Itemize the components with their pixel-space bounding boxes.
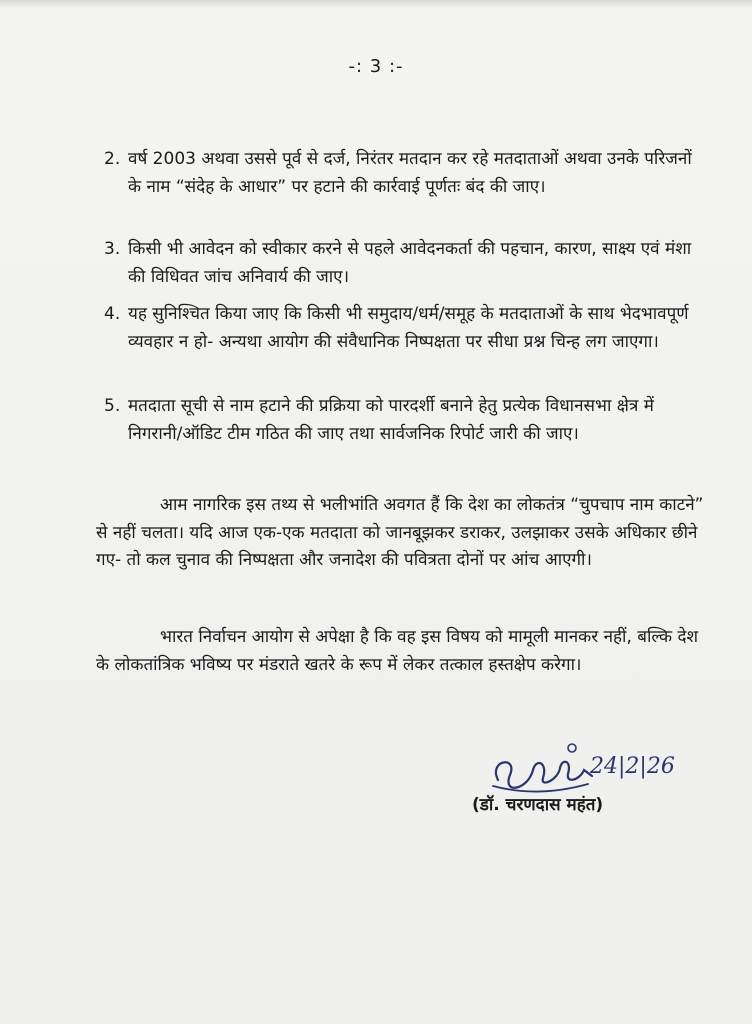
list-item <box>104 146 702 201</box>
page-top-edge <box>0 0 752 8</box>
list-item-text: मतदाता सूची से नाम हटाने की प्रक्रिया को पारदर्शी बनाने हेतु प्रत्येक विधानसभा क्षेत्र में निगरानी/ऑडिट टीम गठित की जाए तथा सार्वजनिक रिपोर्ट जारी की जाए। <box>128 396 654 444</box>
body-paragraph: आम नागरिक इस तथ्य से भलीभांति अवगत हैं कि देश का लोकतंत्र “चुपचाप नाम काटने” से नहीं चलता। यदि आज एक-एक मतदाता को जानबूझकर डराकर, उलझाकर उसके अधिकार छीने गए- तो कल चुनाव की निष्पक्षता और जनादेश की पवित्रता दोनों पर आंच आएगी। <box>96 495 704 570</box>
list-item-number: 4. <box>104 304 121 324</box>
list-item-text: वर्ष 2003 अथवा उससे पूर्व से दर्ज, निरंतर मतदान कर रहे मतदाताओं अथवा उनके परिजनों के नाम “संदेह के आधार” पर हटाने की कार्रवाई पूर्णतः बंद की जाए। <box>128 149 692 197</box>
list-item <box>104 301 702 356</box>
list-item-text: किसी भी आवेदन को स्वीकार करने से पहले आवेदनकर्ता की पहचान, कारण, साक्ष्य एवं मंशा की विधिवत जांच अनिवार्य की जाए। <box>128 239 692 287</box>
signature-date: 24|2|26 <box>590 754 675 779</box>
list-item-text: यह सुनिश्चित किया जाए कि किसी भी समुदाय/धर्म/समूह के मतदाताओं के साथ भेदभावपूर्ण व्यवहार न हो- अन्यथा आयोग की संवैधानिक निष्पक्षता पर सीधा प्रश्न चिन्ह लग जाएगा। <box>128 304 689 352</box>
page-number: -: 3 :- <box>348 56 404 77</box>
list-item-number: 2. <box>104 149 121 169</box>
signatory-name: (डॉ. चरणदास महंत) <box>472 795 604 815</box>
handwritten-signature <box>488 740 708 800</box>
list-item <box>104 236 702 291</box>
body-paragraph: भारत निर्वाचन आयोग से अपेक्षा है कि वह इस विषय को मामूली मानकर नहीं, बल्कि देश के लोकतांत्रिक भविष्य पर मंडराते खतरे के रूप में लेकर तत्काल हस्तक्षेप करेगा। <box>96 627 699 675</box>
list-item-number: 3. <box>104 239 121 259</box>
list-item-number: 5. <box>104 396 121 416</box>
list-item <box>104 393 702 448</box>
